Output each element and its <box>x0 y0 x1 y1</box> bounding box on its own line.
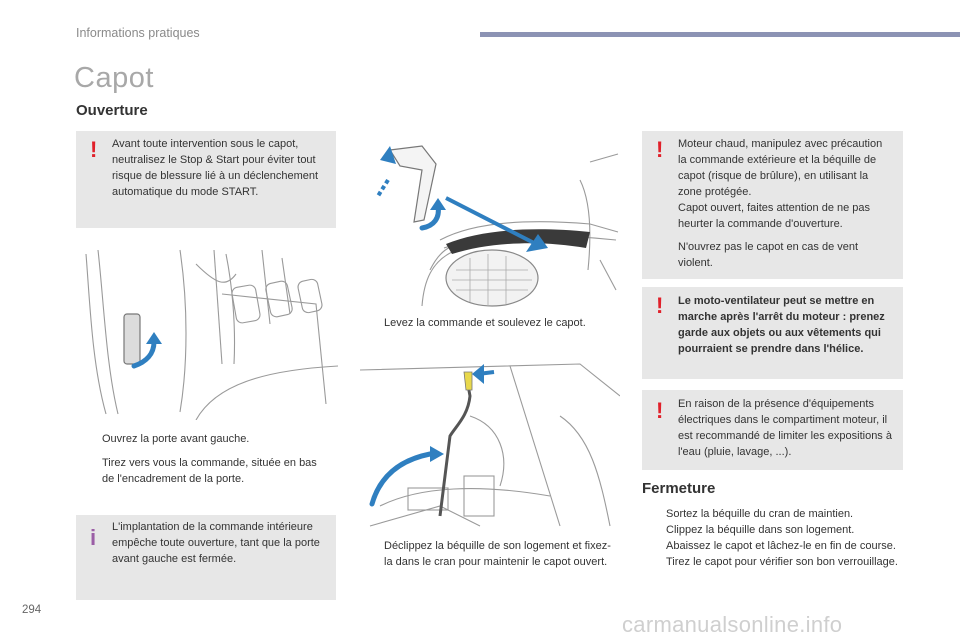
closing-step <box>644 538 906 554</box>
warning-text: Le moto-ventilateur peut se mettre en marche après l'arrêt du moteur : prenez garde aux objets ou aux vêtements qui pourraient se prendre dans l'hélice. <box>678 295 885 355</box>
prop-rod-illustration <box>360 356 620 532</box>
warning-text: Moteur chaud, manipulez avec précaution la commande extérieure et la béquille de capot (risque de brûlure), en utilisant la zone protégée. <box>678 138 883 198</box>
warning-text: En raison de la présence d'équipements électriques dans le compartiment moteur, il est recommandé de limiter les expositions à l'eau (pluie, lavage, ...). <box>678 398 892 458</box>
closing-step <box>644 554 906 570</box>
hood-release-illustration <box>360 140 620 308</box>
warning-icon: ! <box>656 137 664 162</box>
closing-heading: Fermeture <box>642 480 716 497</box>
closing-step <box>644 522 906 538</box>
closing-steps <box>644 506 906 570</box>
step-text: Clippez la béquille dans son logement. <box>666 524 855 536</box>
opening-heading: Ouverture <box>76 102 148 119</box>
info-box-interior-control <box>76 515 336 600</box>
info-icon: i <box>90 525 97 550</box>
step-open-door <box>80 431 330 447</box>
section-header: Informations pratiques <box>76 26 200 40</box>
step-unclip-prop <box>362 538 612 570</box>
closing-step <box>644 506 906 522</box>
step-text: Abaissez le capot et lâchez-le en fin de course. <box>666 540 896 552</box>
step-text: Déclippez la béquille de son logement et fixez-la dans le cran pour maintenir le capot ouvert. <box>384 540 611 568</box>
warning-text: Avant toute intervention sous le capot, neutralisez le Stop & Start pour éviter tout risque de blessure lié à un déclenchement automatique du mode START. <box>112 138 319 198</box>
warning-box-electrical <box>642 390 903 470</box>
warning-icon: ! <box>656 398 664 423</box>
step-text: Ouvrez la porte avant gauche. <box>102 433 250 445</box>
warning-text: Capot ouvert, faites attention de ne pas heurter la commande d'ouverture. <box>678 202 871 230</box>
warning-icon: ! <box>656 293 664 318</box>
step-text: Sortez la béquille du cran de maintien. <box>666 508 854 520</box>
step-text: Tirez le capot pour vérifier son bon verrouillage. <box>666 556 898 568</box>
page-title: Capot <box>74 62 154 94</box>
watermark: carmanualsonline.info <box>622 612 843 637</box>
page-number: 294 <box>22 604 42 616</box>
step-lift-hood <box>362 315 622 331</box>
pedal-lever-illustration <box>76 244 338 420</box>
step-pull-lever <box>80 455 330 487</box>
warning-text: N'ouvrez pas le capot en cas de vent violent. <box>678 241 859 269</box>
step-text: Levez la commande et soulevez le capot. <box>384 317 586 329</box>
step-text: Tirez vers vous la commande, située en bas de l'encadrement de la porte. <box>102 457 317 485</box>
warning-box-fan <box>642 287 903 379</box>
header-accent-bar <box>480 32 960 37</box>
warning-box-hot-engine <box>642 131 903 279</box>
info-text: L'implantation de la commande intérieure empêche toute ouverture, tant que la porte avant gauche est fermée. <box>112 521 320 565</box>
warning-box-start-stop <box>76 131 336 228</box>
warning-icon: ! <box>90 137 98 162</box>
